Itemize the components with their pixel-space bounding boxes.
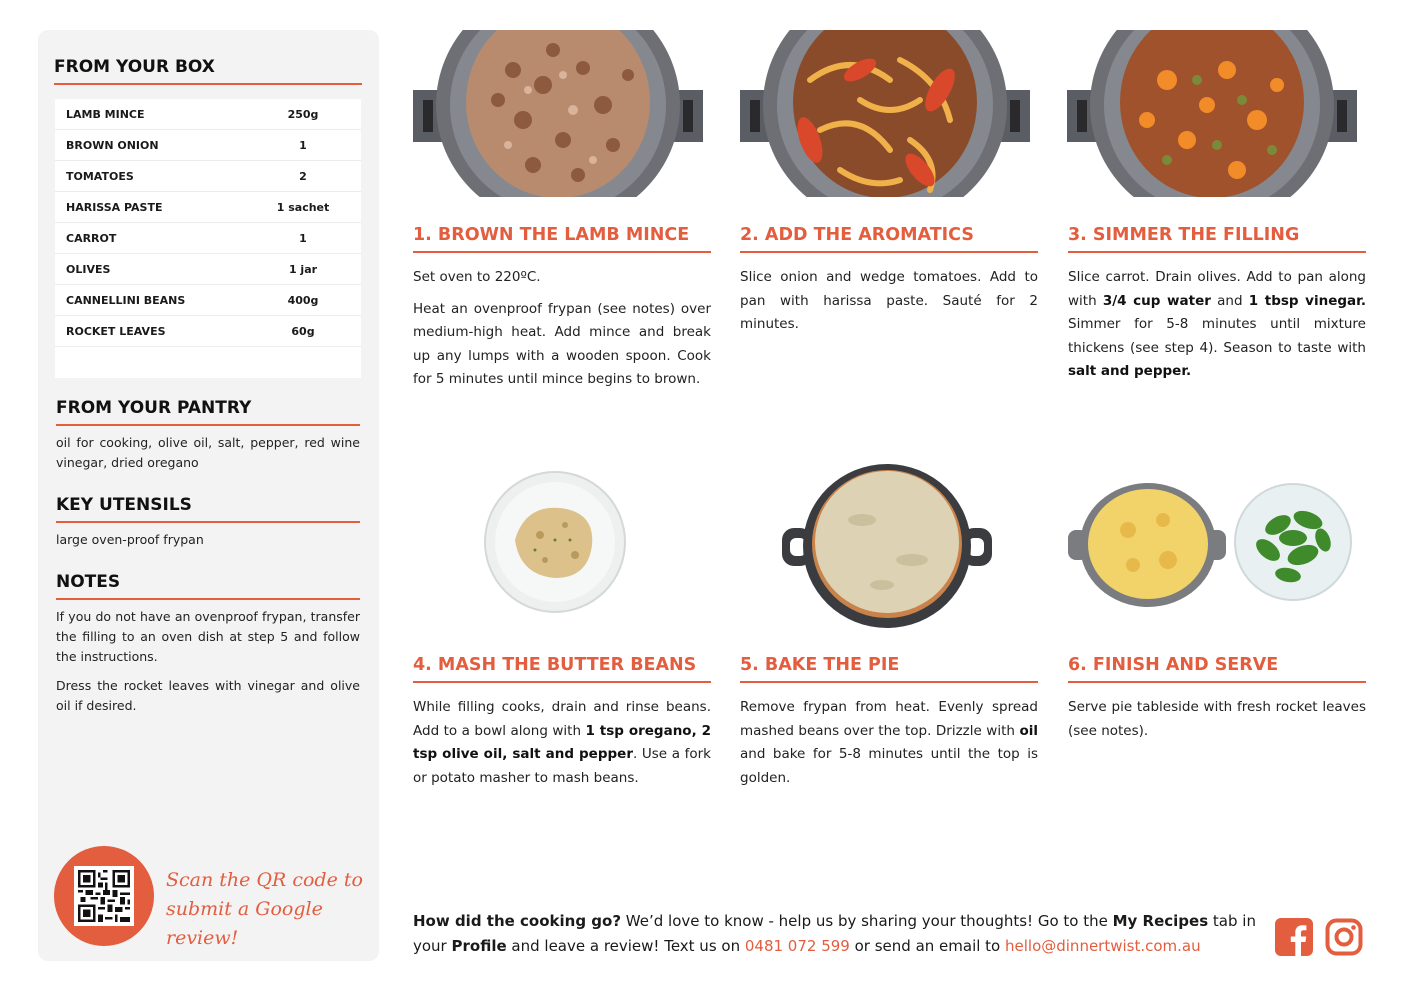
qr-code-icon (78, 870, 130, 922)
ingredient-row (55, 130, 361, 161)
step-title: 6. FINISH AND SERVE (1068, 655, 1366, 683)
ingredient-row (55, 99, 361, 130)
text-run: Slice carrot. Drain olives. Add to pan along with (1068, 269, 1366, 309)
text-run: and (1210, 292, 1249, 309)
ingredient-name: CARROT (66, 231, 117, 245)
ingredient-name: HARISSA PASTE (66, 200, 163, 214)
qr-caption-line: Scan the QR code to (166, 869, 363, 891)
step-3 (1068, 225, 1366, 384)
pantry-text: oil for cooking, olive oil, salt, pepper, red wine vinegar, dried oregano (56, 435, 360, 470)
pan-lamb-mince-photo (413, 30, 703, 197)
notes-text (56, 607, 360, 725)
my-recipes-label: My Recipes (1112, 912, 1209, 930)
ingredient-name: BROWN ONION (66, 138, 159, 152)
step-title: 2. ADD THE AROMATICS (740, 225, 1038, 253)
ingredient-name: LAMB MINCE (66, 107, 145, 121)
step-title: 5. BAKE THE PIE (740, 655, 1038, 683)
ingredient-name: ROCKET LEAVES (66, 324, 166, 338)
ingredient-row (55, 316, 361, 347)
sidebar (38, 30, 379, 961)
profile-label: Profile (451, 937, 507, 955)
ingredient-name: CANNELLINI BEANS (66, 293, 186, 307)
ingredient-row-empty (55, 347, 361, 378)
facebook-icon[interactable] (1275, 918, 1313, 956)
pie-and-rocket-photo (1068, 480, 1358, 615)
review-footer (413, 909, 1263, 959)
ingredient-qty: 1 (299, 138, 307, 152)
footer-text: We’d love to know - help us by sharing your thoughts! Go to the (621, 912, 1113, 930)
pie-topping-photo (782, 460, 992, 630)
from-your-box-heading: FROM YOUR BOX (54, 57, 362, 85)
step-5 (740, 655, 1038, 790)
text-run: Simmer for 5-8 minutes until mixture thickens (see step 4). Season to taste with (1068, 316, 1366, 356)
step-text: Heat an ovenproof frypan (see notes) over medium-high heat. Add mince and break up any lumps with a wooden spoon. Cook for 5 minutes until mince begins to brown. (413, 300, 711, 387)
ingredient-qty: 1 sachet (276, 200, 330, 214)
step-title: 4. MASH THE BUTTER BEANS (413, 655, 711, 683)
utensils-text: large oven-proof frypan (56, 532, 204, 547)
ingredient-row (55, 223, 361, 254)
qr-code[interactable] (74, 866, 134, 926)
ingredient-qty: 400g (287, 293, 319, 307)
step-2 (740, 225, 1038, 337)
qr-code-badge[interactable] (54, 846, 154, 946)
step-6 (1068, 655, 1366, 743)
step-text: Slice onion and wedge tomatoes. Add to pan with harissa paste. Sauté for 2 minutes. (740, 269, 1038, 332)
ingredient-table (55, 99, 361, 378)
footer-question: How did the cooking go? (413, 912, 622, 930)
ingredient-qty: 1 jar (288, 262, 318, 276)
text-run: While filling cooks, drain and rinse beans. Add to a bowl along with (413, 699, 711, 739)
step-1 (413, 225, 711, 392)
phone-link[interactable]: 0481 072 599 (744, 937, 850, 955)
note-item: If you do not have an ovenproof frypan, transfer the filling to an oven dish at step 5 and follow the instructions. (56, 609, 360, 664)
qr-caption (166, 866, 366, 953)
text-run: and bake for 5-8 minutes until the top is golden. (740, 746, 1038, 786)
footer-text: tab in your (413, 912, 1256, 955)
ingredient-row (55, 285, 361, 316)
from-your-pantry-heading: FROM YOUR PANTRY (56, 398, 360, 426)
instagram-icon[interactable] (1325, 918, 1363, 956)
ingredient-qty: 60g (291, 324, 315, 338)
ingredient-qty: 2 (299, 169, 307, 183)
ingredient-row (55, 161, 361, 192)
footer-text: or send an email to (849, 937, 1005, 955)
bold-run: oil (1019, 722, 1038, 739)
pan-aromatics-photo (740, 30, 1030, 197)
step-text: Serve pie tableside with fresh rocket leaves (see notes). (1068, 699, 1366, 739)
ingredient-row (55, 254, 361, 285)
notes-heading: NOTES (56, 572, 360, 600)
step-title: 1. BROWN THE LAMB MINCE (413, 225, 711, 253)
ingredient-name: TOMATOES (66, 169, 134, 183)
key-utensils-heading: KEY UTENSILS (56, 495, 360, 523)
step-4 (413, 655, 711, 790)
footer-text: and leave a review! Text us on (506, 937, 745, 955)
note-item: Dress the rocket leaves with vinegar and olive oil if desired. (56, 678, 360, 713)
text-run: . Use a fork or potato masher to mash beans. (413, 746, 711, 786)
pan-filling-photo (1067, 30, 1357, 197)
step-text (413, 696, 711, 790)
bold-run: 1 tbsp vinegar. (1248, 292, 1366, 309)
step-text (1068, 266, 1366, 384)
bold-run: 3/4 cup water (1102, 292, 1211, 309)
email-link[interactable]: hello@dinnertwist.com.au (1005, 937, 1201, 955)
ingredient-qty: 1 (299, 231, 307, 245)
ingredient-row (55, 192, 361, 223)
step-title: 3. SIMMER THE FILLING (1068, 225, 1366, 253)
ingredient-name: OLIVES (66, 262, 111, 276)
step-text (740, 696, 1038, 790)
step-text: Set oven to 220ºC. (413, 269, 541, 285)
text-run: Remove frypan from heat. Evenly spread mashed beans over the top. Drizzle with (740, 699, 1038, 739)
qr-caption-line: submit a Google review! (166, 898, 323, 949)
bowl-mashed-beans-photo (470, 460, 640, 625)
ingredient-qty: 250g (287, 107, 319, 121)
bold-run: salt and pepper. (1068, 363, 1192, 379)
bold-run: 1 tsp oregano, 2 tsp olive oil, salt and pepper (413, 722, 711, 762)
